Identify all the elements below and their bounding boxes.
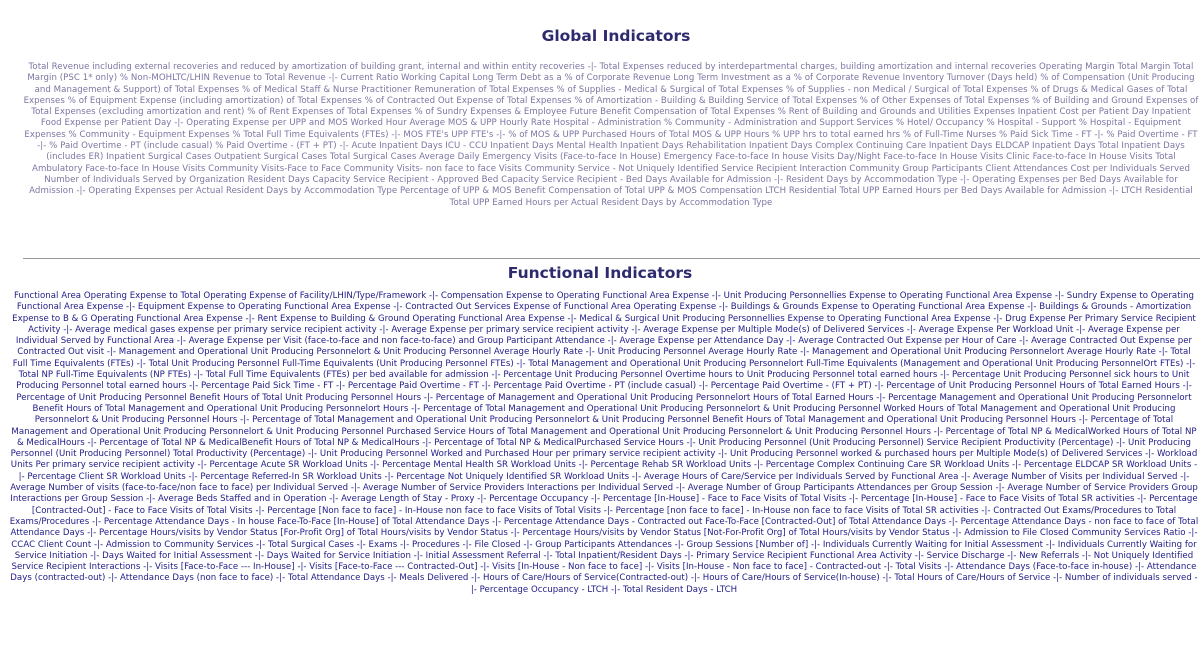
functional-indicators-text: Functional Area Operating Expense to Total Operating Expense of Facility/LHIN/Type/Framework -|- Compensation Expense to Operating Functional Area Expense -|- Unit Producing Personnellies Expense to Operating Functional Area Expense -|- Sundry Expense to Operating Functional Area Expense -|- Equipment Expense to Operating Functional Area Expense -|- Contracted Out Services Expense of Functional Area Operating Expense -|- Buildings & Grounds Expense to Operating Functional Area Expense -|- Buildings & Grounds - Amortization Expense to B & G Operating Functional Area Expense -|- Rent Expense to Building & Ground Operating Functional Area Expense -|- Medical & Surgical Unit Producing Personnellies Expense to Operating Functional Area Expense -|- Drug Expense Per Primary Service Recipient Activity -|- Average medical gases expense per primary service recipient activity -|- Average Expense per primary service recipient activity -|- Average Expense per Multiple Mode(s) of Delivered Services -|- Average Expense Per Workload Unit -|- Average Expense per Individual Served by Functional Area -|- Average Expense per Visit (face-to-face and non face-to-face) and Group Participant Attendance -|- Average Expense per Attendance Day -|- Average Contracted Out Expense per Hour of Care -|- Average Contracted Out Expense per Contracted Out visit -|- Management and Operational Unit Producing Personnelort & Unit Producing Personnel Average Hourly Rate -|- Unit Producing Personnel Average Hourly Rate -|- Management and Operational Unit Producing Personnelort Average Hourly Rate -|- Total Full Time Equivalents (FTEs) -|- Total Unit Producing Personnel Full-Time Equivalents (Unit Producing Personnel FTEs) -|- Total Management and Operational Unit Producing Personnelort Full-Time Equivalents (Management and Operational Unit Producing PersonnelOrt FTEs) -|- Total NP Full-Time Equivalents (NP FTEs) -|- Total Full Time Equivalents (FTEs) per bed available for admission -|- Percentage Unit Producing Personnel Overtime hours to Unit Producing Personnel total earned hours -|- Percentage Unit Producing Personnel sick hours to Unit Producing Personnel total earned hours -|- Percentage Paid Sick Time - FT -|- Percentage Paid Overtime - FT -|- Percentage Paid Overtime - PT (include casual) -|- Percentage Paid Overtime - (FT + PT) -|- Percentage of Unit Producing Personnel Hours of Total Earned Hours -|- Percentage of Unit Producing Personnel Benefit Hours of Total Unit Producing Personnel Hours -|- Percentage of Management and Operational Unit Producing Personnelort Hours of Total Earned Hours -|- Percentage Management and Operational Unit Producing Personnelort Benefit Hours of Total Management and Operational Unit Producing Personnelort Hours -|- Percentage of Total Management and Operational Unit Producing Personnelort & Unit Producing Personnel Worked Hours of Total Management and Operational Unit Producing Personnelort & Unit Producing Personnel Hours -|- Percentage of Total Management and Operational Unit Producing Personnelort & Unit Producing Personnel Benefit Hours of Total Management and Operational Unit Producing Personnel Hours -|- Percentage of Total Management and Operational Unit Producing Personnelort & Unit Producing Personnel Purchased Service Hours of Total Management and Operational Unit Producing Personnelort & Unit Producing Personnel Hours -|- Percentage of Total NP & MedicalWorked Hours of Total NP & MedicalHours -|- Percentage of Total NP & MedicalBenefit Hours of Total NP & MedicalHours -|- Percentage of Total NP & MedicalPurchased Service Hours -|- Unit Producing Personnel (Unit Producing Personnel) Service Recipient Productivity (Percentage) -|- Unit Producing Personnel (Unit Producing Personnel) Total Productivity (Percentage) -|- Unit Producing Personnel Worked and Purchased Hour per primary service recipient activity -|- Unit Producing Personnel worked & purchased hours per Multiple Mode(s) of Delivered Services -|- Workload Units Per primary service recipient activity -|- Percentage Acute SR Workload Units -|- Percentage Mental Health SR Workload Units -|- Percentage Rehab SR Workload Units -|- Percentage Complex Continuing Care SR Workload Units -|- Percentage ELDCAP SR Workload Units -|- Percentage Client SR Workload Units -|- Percentage Referred-In SR Workload Units -|- Percentage Not Uniquely Identified SR Workload Units -|- Average Hours of Care/Service per Individuals Served by Functional Area -|- Average Number of Visits per Individual Served -|- Average Number of visits (face-to-face/non face to face) per Individual Served -|- Average Number of Service Providers Interactions per Individual Served -|- Average Number of Group Participants Attendances per Group Session -|- Average Number of Service Providers Group Interactions per Group Session -|- Average Beds Staffed and in Operation -|- Average Length of Stay - Proxy -|- Percentage Occupancy -|- Percentage [In-House] - Face to Face Visits of Total Visits -|- Percentage [In-House] - Face to Face Visits of Total SR activities -|- Percentage [Contracted-Out] - Face to Face Visits of Total Visits -|- Percentage [Non face to face] - In-House non face to face Visits of Total Visits -|- Percentage [non face to face] - In-House non face to face Visits of Total SR activities -|- Contracted Out Exams/Procedures to Total Exams/Procedures -|- Percentage Attendance Days - In house Face-To-Face [In-House] of Total Attendance Days -|- Percentage Attendance Days - Contracted out Face-To-Face [Contracted-Out] of Total Attendance Days -|- Percentage Attendance Days - non face to face of Total Attendance Days -|- Percentage Hours/visits by Vendor Status [For-Profit Org] of Total Hours/visits by Vendor Status -|- Percentage Hours/visits by Vendor Status [Not-For-Profit Org] of Total Hours/visits by Vendor Status -|- Admission to File Closed Community Services Ratio -|- CCAC Client Count -|- Admission to Community Services -|- Total Surgical Cases -|- Exams -|- Procedures -|- File Closed -|- Group Participants Attendances -|- Group Sessions [Number of] -|- Individuals Currently Waiting for Initial Assessment -|- Individuals Currently Waiting for Service Initiation -|- Days Waited for Initial Assessment -|- Days Waited for Service Initiation -|- Initial Assessment Referral -|- Total Inpatient/Resident Days -|- Primary Service Recipient Functional Area Activity -|- Service Discharge -|- New Referrals -|- Not Uniquely Identified Service Recipient Interactions -|- Visits [Face-to-Face --- In-House] -|- Visits [Face-to-Face --- Contracted-Out] -|- Visits [In-House - Non face to face] -|- Visits [In-House - Non face to face] - Contracted-out -|- Total Visits -|- Attendance Days (Face-to-face in-house) -|- Attendance Days (contracted-out) -|- Attendance Days (non face to face) -|- Total Attendance Days -|- Meals Delivered -|- Hours of Care/Hours of Service(Contracted-out) -|- Hours of Care/Hours of Service(In-house) -|- Total Hours of Care/Hours of Service -|- Number of individuals served -|- Percentage Occupancy - LTCH -|- Total Resident Days - LTCH <box>9 291 1199 595</box>
functional-indicators-title: Functional Indicators <box>507 264 693 282</box>
global-indicators-title: Global Indicators <box>541 27 691 45</box>
section-divider <box>23 258 1200 259</box>
global-indicators-text: Total Revenue including external recoveries and reduced by amortization of building grant, internal and within entity recoveries -|- Total Expenses reduced by interdepartmental charges, building amortization and internal recoveries Operating Margin Total Margin Total Margin (PSC 1* only) % Non-MOHLTC/LHIN Revenue to Total Revenue -|- Current Ratio Working Capital Long Term Debt as a % of Corporate Revenue Long Term Investment as a % of Corporate Revenue Inventory Turnover (Days held) % of Compensation (Unit Producing and Management & Support) of Total Expenses % of Medical Staff & Nurse Practitioner Remuneration of Total Expenses % of Supplies - Medical & Surgical of Total Expenses % of Supplies - non Medical / Surgical of Total Expenses % of Drugs & Medical Gases of Total Expenses % of Equipment Expense (including amortization) of Total Expenses % of Contracted Out Expense of Total Expenses % of Amortization - Building & Building Service of Total Expenses % of Other Expenses of Total Expenses % of Building and Ground Expenses of Total Expenses (excluding amortization and rent) % of Rent Expenses of Total Expenses % of Sundry Expenses & Employee Future Benefit Compensation of Total Expenses % Rent of Building and Grounds and Utilities Expenses Inpatient Cost per Patient Day Inpatient Food Expense per Patient Day -|- Operating Expense per UPP and MOS Worked Hour Average MOS & UPP Hourly Rate Hospital - Administration % Community - Administration and Support Services % Hotel/ Occupancy % Hospital - Support % Hospital - Equipment Expenses % Community - Equipment Expenses % Total Full Time Equivalents (FTEs) -|- MOS FTE's UPP FTE's -|- % of MOS & UPP Purchased Hours of Total MOS & UPP Hours % UPP hrs to total earned hrs % of Full-Time Nurses % Paid Sick Time - FT -|- % Paid Overtime - FT -|- % Paid Overtime - PT (include casual) % Paid Overtime - (FT + PT) -|- Acute Inpatient Days ICU - CCU Inpatient Days Mental Health Inpatient Days Rehabilitation Inpatient Days Complex Continuing Care Inpatient Days ELDCAP Inpatient Days Total Inpatient Days (includes ER) Inpatient Surgical Cases Outpatient Surgical Cases Total Surgical Cases Average Daily Emergency Visits (Face-to-face In House) Emergency Face-to-face In house Visits Day/Night Face-to-face In House Visits Clinic Face-to-face In House Visits Total Ambulatory Face-to-face In House Visits Community Visits-Face to Face Community Visits- non face to face Visits Community Service - Not Uniquely Identified Service Recipient Interaction Community Group Participants Client Attendances Cost per Individuals Served Number of Individuals Served by Organization Resident Days Capacity Service Recipient - Approved Bed Capacity Service Recipient - Bed Days Available for Admission -|- Resident Days by Accommodation Type -|- Operating Expenses per Bed Days Available for Admission -|- Operating Expenses per Actual Resident Days by Accommodation Type Percentage of UPP & MOS Benefit Compensation of Total UPP & MOS Compensation LTCH Residential Total UPP Earned Hours per Bed Days Available for Admission -|- LTCH Residential Total UPP Earned Hours per Actual Resident Days by Accommodation Type <box>23 62 1199 208</box>
